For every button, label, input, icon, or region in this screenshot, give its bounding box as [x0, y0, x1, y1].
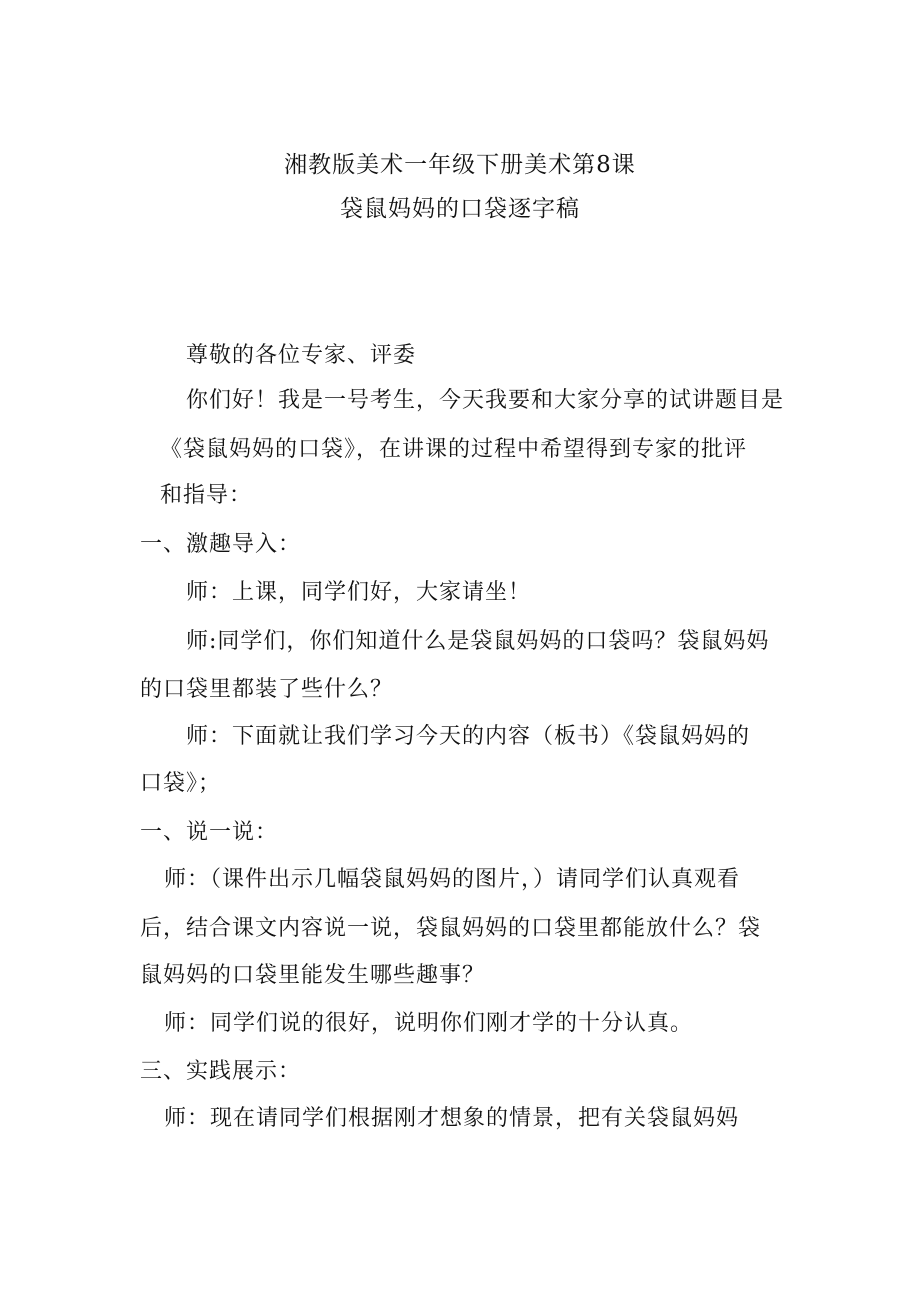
document-title: 湘教版美术一年级下册美术第8课 [284, 152, 636, 178]
paragraph-line: 师：上课，同学们好，大家请坐！ [186, 580, 532, 605]
paragraph-line: 师：下面就让我们学习今天的内容（板书）《袋鼠妈妈的 [186, 724, 751, 749]
paragraph-line: 口袋》； [140, 771, 222, 796]
greeting-line: 尊敬的各位专家、评委 [186, 343, 417, 368]
intro-line-1: 你们好！我是一号考生，今天我要和大家分享的试讲题目是 [186, 388, 785, 413]
paragraph-line: 师:同学们，你们知道什么是袋鼠妈妈的口袋吗？袋鼠妈妈 [186, 629, 770, 654]
paragraph-line: 师：现在请同学们根据刚才想象的情景，把有关袋鼠妈妈 [164, 1106, 740, 1131]
paragraph-line: 后，结合课文内容说一说，袋鼠妈妈的口袋里都能放什么？袋 [140, 916, 762, 941]
paragraph-line: 师：（课件出示几幅袋鼠妈妈的图片，）请同学们认真观看 [164, 867, 741, 892]
paragraph-line: 鼠妈妈的口袋里能发生哪些趣事？ [140, 963, 486, 988]
intro-line-2: 《袋鼠妈妈的口袋》，在讲课的过程中希望得到专家的批评 [160, 437, 748, 462]
section-heading-3: 三、实践展示： [140, 1059, 302, 1084]
section-heading-1: 一、激趣导入： [140, 532, 302, 557]
paragraph-line: 师：同学们说的很好，说明你们刚才学的十分认真。 [164, 1011, 694, 1036]
intro-line-3: 和指导： [160, 483, 253, 508]
section-heading-2: 一、说一说： [140, 820, 279, 845]
paragraph-line: 的口袋里都装了些什么？ [140, 677, 394, 702]
document-subtitle: 袋鼠妈妈的口袋逐字稿 [340, 196, 580, 222]
